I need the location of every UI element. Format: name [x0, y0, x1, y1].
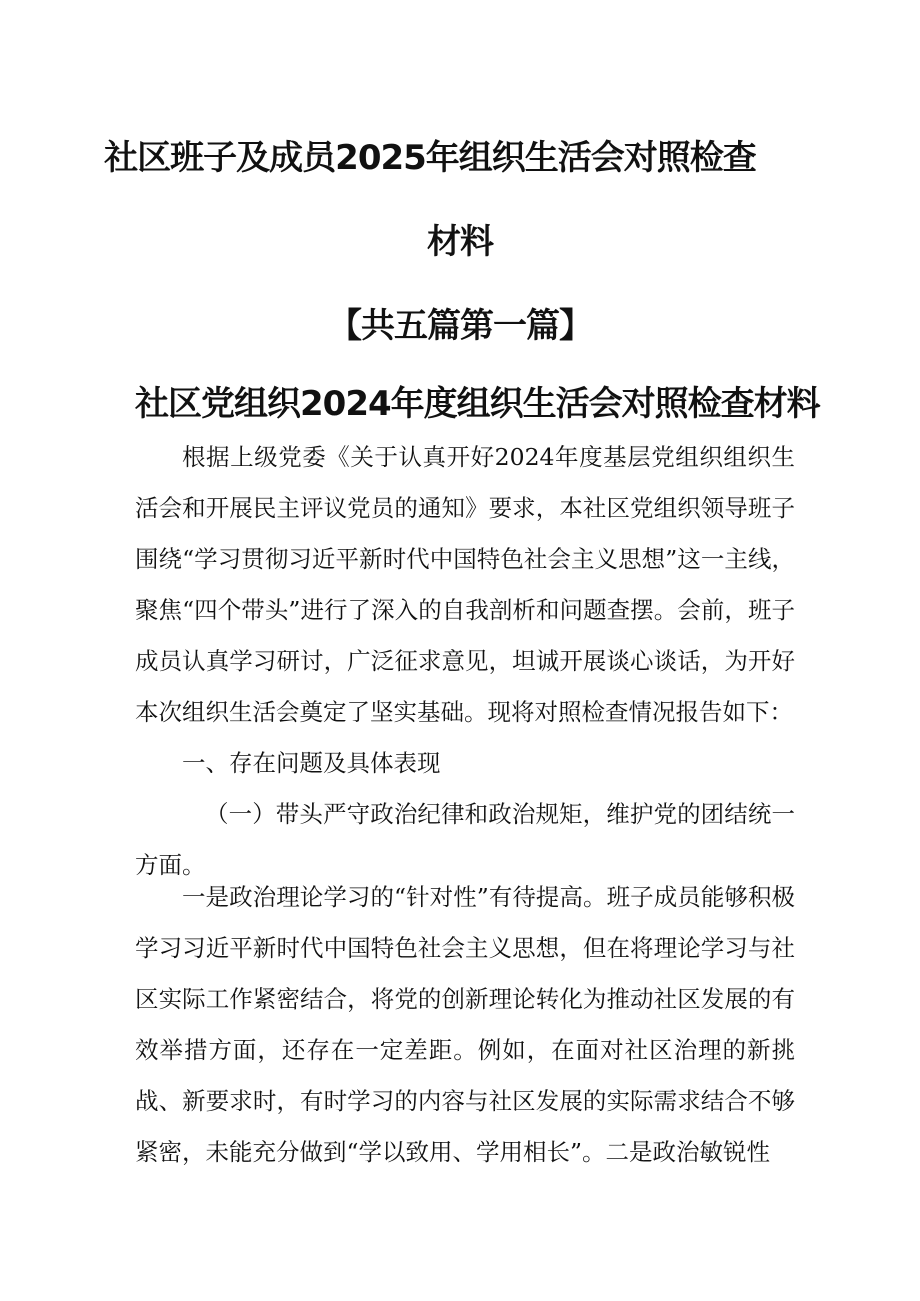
- section-heading: 一、存在问题及具体表现: [182, 749, 441, 777]
- body-paragraph: 一是政治理论学习的“针对性”有待提高。班子成员能够积极学习习近平新时代中国特色社会主义思想，但在将理论学习与社区实际工作紧密结合，将党的创新理论转化为推动社区发展的有效举措方面，还存在一定差距。例如，在面对社区治理的新挑战、新要求时，有时学习的内容与社区发展的实际需求结合不够紧密，未能充分做到“学以致用、学用相长”。二是政治敏锐性: [135, 883, 795, 1166]
- document-subtitle: 社区党组织2024年度组织生活会对照检查材料: [135, 384, 820, 424]
- document-title-line1: 社区班子及成员2025年组织生活会对照检查: [104, 138, 756, 178]
- subsection-heading: （一）带头严守政治纪律和政治规矩，维护党的团结统一方面。: [135, 800, 795, 879]
- intro-paragraph: 根据上级党委《关于认真开好2024年度基层党组织组织生活会和开展民主评议党员的通知》要求，本社区党组织领导班子围绕“学习贯彻习近平新时代中国特色社会主义思想”这一主线，聚焦“四个带头”进行了深入的自我剖析和问题查摆。会前，班子成员认真学习研讨，广泛征求意见，坦诚开展谈心谈话，为开好本次组织生活会奠定了坚实基础。现将对照检查情况报告如下：: [135, 443, 795, 726]
- document-title-line2: 材料: [427, 222, 493, 262]
- part-label: 【共五篇第一篇】: [328, 306, 592, 346]
